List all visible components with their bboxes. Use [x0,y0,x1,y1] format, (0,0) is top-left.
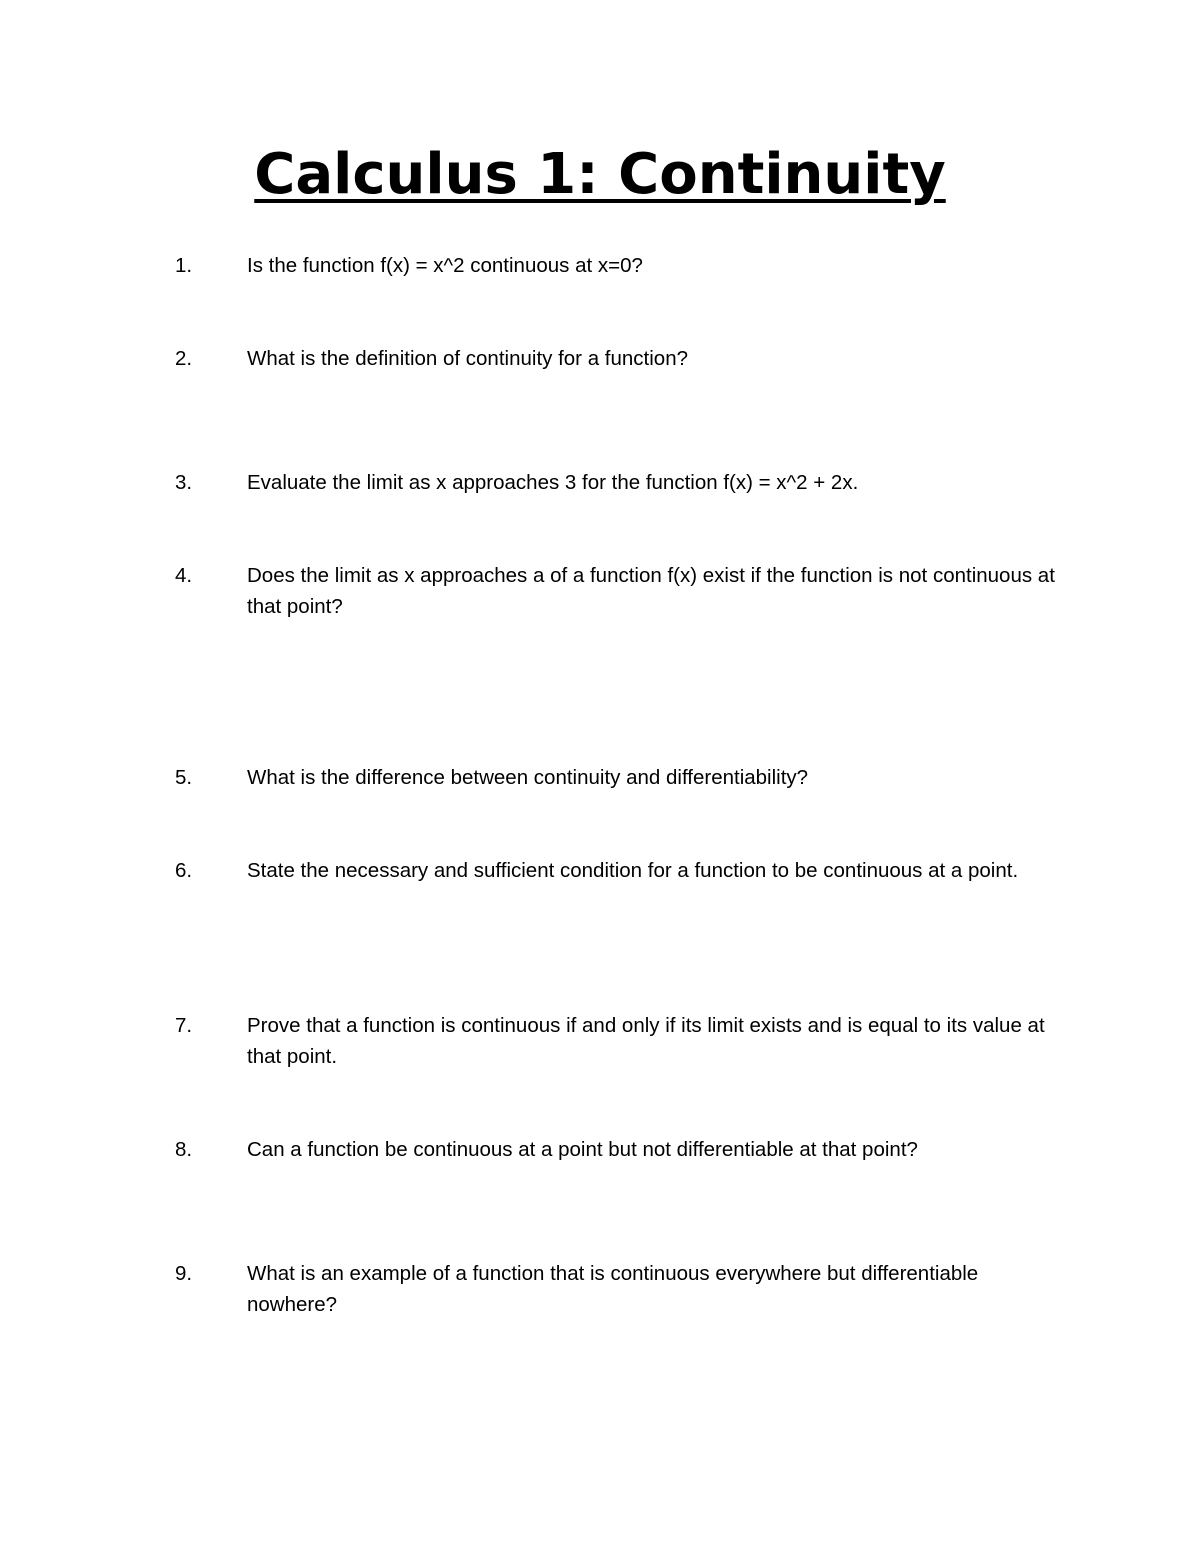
question-item [175,1010,1055,1072]
question-item [175,467,1055,498]
question-text: What is an example of a function that is continuous everywhere but differentiable nowhere? [247,1262,979,1316]
question-text: Is the function f(x) = x^2 continuous at x=0? [247,254,643,277]
question-item [175,1258,1055,1320]
question-number: 5. [175,766,193,789]
question-text: Does the limit as x approaches a of a function f(x) exist if the function is not continuous at that point? [247,564,1055,618]
question-text: Can a function be continuous at a point but not differentiable at that point? [247,1138,918,1161]
question-number: 3. [175,471,193,494]
question-number: 7. [175,1014,193,1037]
question-item [175,1134,1055,1165]
question-item [175,560,1055,622]
question-item [175,762,1055,793]
question-number: 1. [175,254,193,277]
question-number: 4. [175,564,193,587]
question-item [175,343,1055,374]
question-number: 8. [175,1138,193,1161]
page-title: Calculus 1: Continuity [254,142,946,207]
question-text: State the necessary and sufficient condition for a function to be continuous at a point. [247,859,1019,882]
question-number: 2. [175,347,193,370]
question-number: 9. [175,1262,193,1285]
question-item [175,250,1055,281]
question-text: Evaluate the limit as x approaches 3 for the function f(x) = x^2 + 2x. [247,471,859,494]
question-text: Prove that a function is continuous if and only if its limit exists and is equal to its value at that point. [247,1014,1045,1068]
question-text: What is the definition of continuity for a function? [247,347,689,370]
question-text: What is the difference between continuity and differentiability? [247,766,809,789]
question-number: 6. [175,859,193,882]
question-item [175,855,1055,886]
